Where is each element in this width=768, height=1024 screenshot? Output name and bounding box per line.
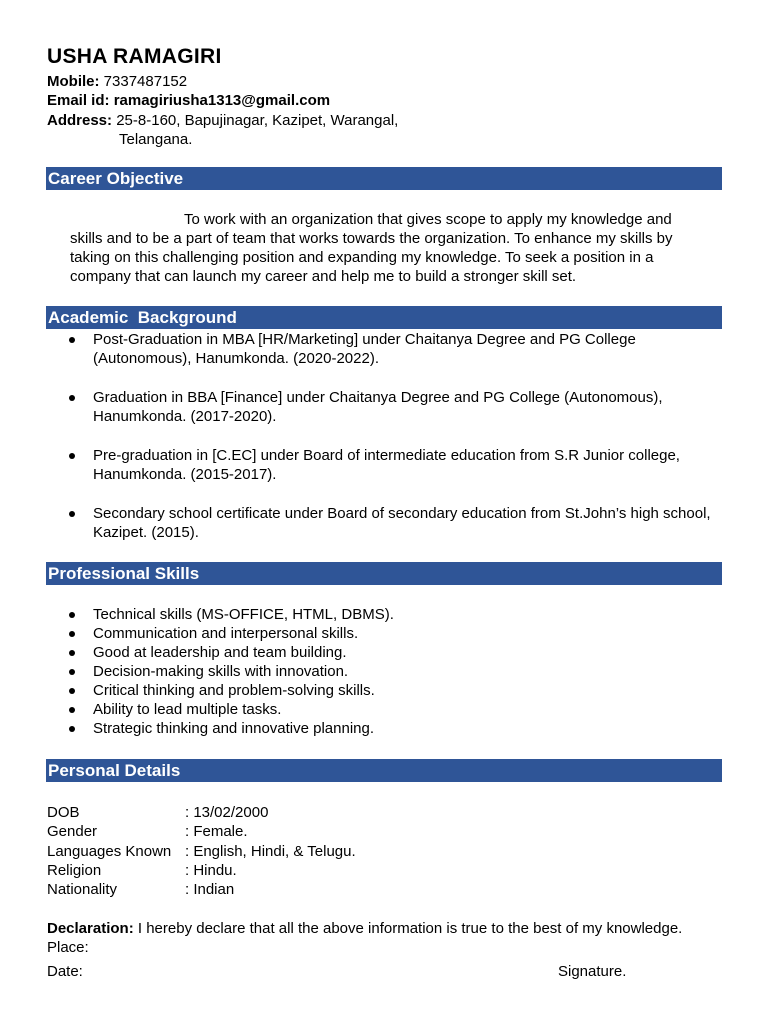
date-label: Date:	[47, 963, 83, 980]
objective-line: skills and to be a part of team that works towards the organization. To enhance my skills by	[70, 230, 673, 247]
personal-row-nationality	[47, 880, 234, 899]
academic-background-heading	[46, 306, 722, 329]
personal-label: Nationality	[47, 881, 118, 898]
list-item	[47, 388, 747, 426]
personal-row-religion	[47, 861, 237, 880]
professional-skills-heading: Professional Skills	[46, 562, 722, 585]
academic-item-line2: Hanumkonda. (2017-2020).	[93, 408, 277, 425]
list-item: Strategic thinking and innovative planning.	[47, 719, 727, 738]
personal-value: : Hindu.	[185, 862, 237, 879]
mobile-line	[47, 72, 187, 91]
list-item	[47, 330, 747, 368]
personal-value: : English, Hindi, & Telugu.	[185, 843, 356, 860]
declaration-text: I hereby declare that all the above information is true to the best of my knowledge.	[133, 920, 683, 937]
declaration-label: Declaration:	[47, 920, 134, 937]
list-item: Communication and interpersonal skills.	[47, 624, 727, 643]
personal-row-languages	[47, 842, 356, 861]
personal-value: : Indian	[185, 881, 235, 898]
personal-label: Languages Known	[47, 843, 172, 860]
list-item: Technical skills (MS-OFFICE, HTML, DBMS).	[47, 605, 727, 624]
email-value: ramagiriusha1313@gmail.com	[113, 92, 331, 109]
address-value-line1: 25-8-160, Bapujinagar, Kazipet, Warangal,	[116, 112, 399, 129]
objective-line: To work with an organization that gives scope to apply my knowledge and	[184, 211, 672, 228]
address-line	[47, 111, 398, 130]
declaration-line	[47, 919, 682, 938]
academic-item-line2: Hanumkonda. (2015-2017).	[93, 466, 277, 483]
email-line	[47, 91, 330, 110]
personal-label: Religion	[47, 862, 102, 879]
personal-label: Gender	[47, 823, 98, 840]
email-label: Email id:	[47, 92, 110, 109]
list-item: Decision-making skills with innovation.	[47, 662, 727, 681]
personal-value: : Female.	[185, 823, 248, 840]
career-objective-heading: Career Objective	[46, 167, 722, 190]
academic-item-line2: Kazipet. (2015).	[93, 524, 199, 541]
academic-item-line1: Graduation in BBA [Finance] under Chaitanya Degree and PG College (Autonomous),	[93, 389, 663, 406]
list-item: Ability to lead multiple tasks.	[47, 700, 727, 719]
mobile-value: 7337487152	[103, 73, 188, 90]
academic-item-line1: Post-Graduation in MBA [HR/Marketing] under Chaitanya Degree and PG College	[93, 331, 636, 348]
skills-list	[47, 605, 727, 738]
address-label: Address:	[47, 112, 113, 129]
candidate-name: USHA RAMAGIRI	[47, 45, 222, 68]
personal-details-heading: Personal Details	[46, 759, 722, 782]
list-item	[47, 504, 747, 542]
list-item: Critical thinking and problem-solving skills.	[47, 681, 727, 700]
personal-value: : 13/02/2000	[185, 804, 269, 821]
academic-item-line2: (Autonomous), Hanumkonda. (2020-2022).	[93, 350, 379, 367]
personal-label: DOB	[47, 804, 80, 821]
academic-item-line1: Secondary school certificate under Board of secondary education from St.John’s high school,	[93, 505, 711, 522]
academic-item-line1: Pre-graduation in [C.EC] under Board of intermediate education from S.R Junior college,	[93, 447, 680, 464]
place-label: Place:	[47, 939, 89, 956]
personal-row-dob	[47, 803, 268, 822]
list-item: Good at leadership and team building.	[47, 643, 727, 662]
mobile-label: Mobile:	[47, 73, 100, 90]
objective-line: company that can launch my career and help me to build a stronger skill set.	[70, 268, 577, 285]
signature-label: Signature.	[558, 963, 627, 980]
career-objective-text	[70, 210, 730, 286]
objective-line: taking on this challenging position and expanding my knowledge. To seek a position in a	[70, 249, 654, 266]
academic-list	[47, 330, 747, 562]
academic-background-title: Academic Background	[48, 308, 237, 327]
list-item	[47, 446, 747, 484]
personal-row-gender	[47, 822, 248, 841]
address-value-line2: Telangana.	[119, 131, 193, 148]
